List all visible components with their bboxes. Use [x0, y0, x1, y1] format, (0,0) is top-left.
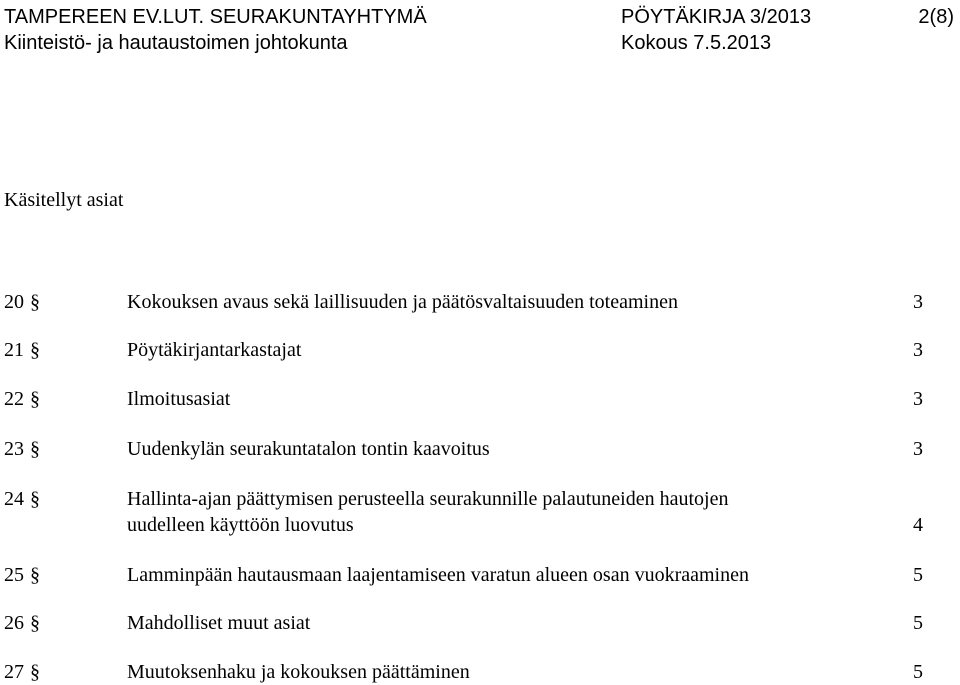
section-symbol: § — [30, 291, 40, 313]
item-page: 3 — [913, 339, 923, 361]
item-page: 4 — [913, 514, 923, 536]
section-symbol: § — [30, 339, 40, 361]
organization-name: TAMPEREEN EV.LUT. SEURAKUNTAYHTYMÄ — [4, 6, 427, 28]
item-page: 3 — [913, 291, 923, 313]
item-page: 5 — [913, 661, 923, 683]
item-title: Uudenkylän seurakuntatalon tontin kaavoitus — [127, 438, 490, 460]
item-title — [127, 486, 867, 538]
item-title: Pöytäkirjantarkastajat — [127, 339, 302, 361]
item-title-line: uudelleen käyttöön luovutus — [127, 514, 354, 536]
section-title: Käsitellyt asiat — [4, 189, 124, 211]
section-symbol: § — [30, 612, 40, 634]
item-number: 22 — [4, 388, 24, 410]
item-number: 26 — [4, 612, 24, 634]
section-symbol: § — [30, 488, 40, 510]
item-title: Ilmoitusasiat — [127, 388, 231, 410]
item-page: 5 — [913, 612, 923, 634]
item-number: 20 — [4, 291, 24, 313]
item-title-line: Hallinta-ajan päättymisen perusteella seurakunnille palautuneiden hautojen — [127, 488, 729, 510]
item-page: 5 — [913, 564, 923, 586]
committee-name: Kiinteistö- ja hautaustoimen johtokunta — [4, 32, 348, 54]
item-title: Kokouksen avaus sekä laillisuuden ja päätösvaltaisuuden toteaminen — [127, 291, 678, 313]
section-symbol: § — [30, 661, 40, 683]
item-page: 3 — [913, 438, 923, 460]
item-number: 21 — [4, 339, 24, 361]
item-number: 27 — [4, 661, 24, 683]
item-number: 23 — [4, 438, 24, 460]
section-symbol: § — [30, 564, 40, 586]
section-symbol: § — [30, 388, 40, 410]
item-title: Muutoksenhaku ja kokouksen päättäminen — [127, 661, 470, 683]
item-page: 3 — [913, 388, 923, 410]
meeting-date: Kokous 7.5.2013 — [621, 32, 772, 54]
item-title: Lamminpään hautausmaan laajentamiseen varatun alueen osan vuokraaminen — [127, 564, 749, 586]
item-title: Mahdolliset muut asiat — [127, 612, 311, 634]
item-number: 24 — [4, 488, 24, 510]
page-number: 2(8) — [918, 6, 954, 28]
item-number: 25 — [4, 564, 24, 586]
document-number: PÖYTÄKIRJA 3/2013 — [621, 6, 812, 28]
section-symbol: § — [30, 438, 40, 460]
